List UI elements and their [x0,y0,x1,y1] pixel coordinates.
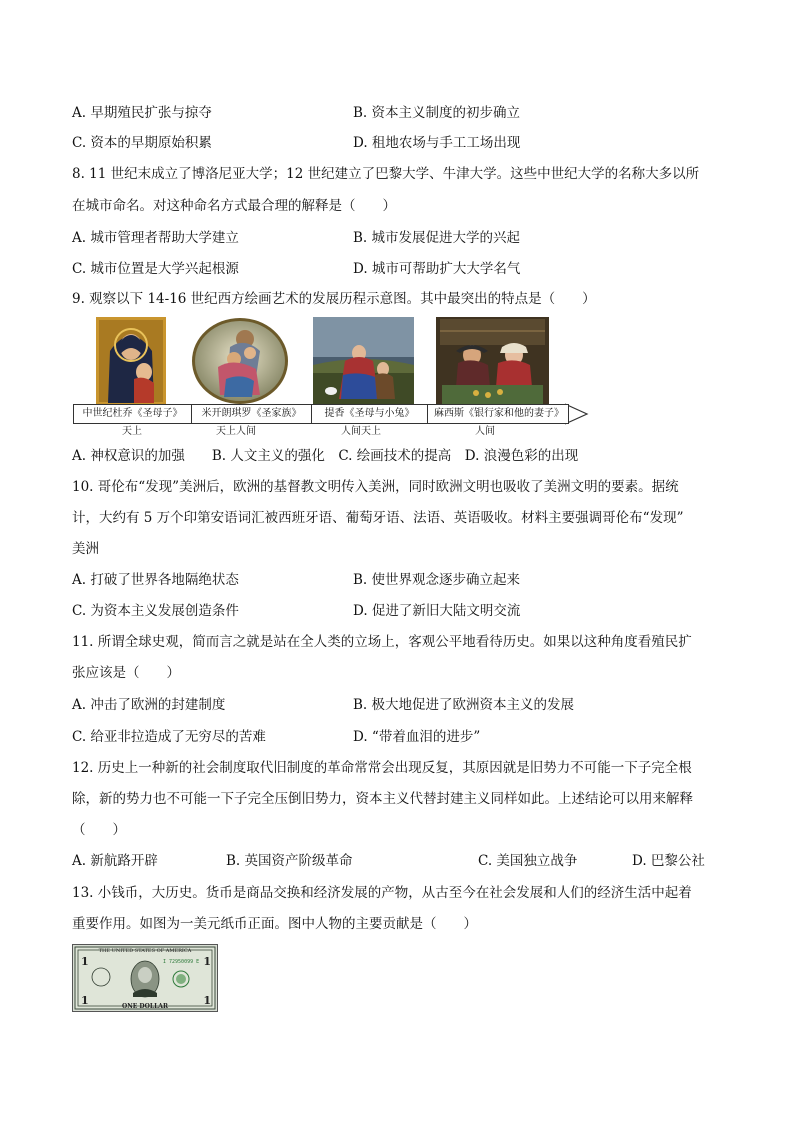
q7-option-c: C. 资本的早期原始积累 [72,135,212,151]
q11-stem-line1: 11. 所谓全球史观，简而言之就是站在全人类的立场上，客观公平地看待历史。如果以这种角度看殖民扩 [72,634,692,650]
bill-bottom-text: ONE DOLLAR [122,1003,168,1010]
bill-corner-digit-tl: 1 [81,955,89,968]
timeline-sub-massys: 人间 [475,426,495,437]
timeline-label-michelangelo: 米开朗琪罗《圣家族》 [192,405,312,423]
bill-corner-digit-br: 1 [203,994,211,1007]
timeline-label-titian: 提香《圣母与小兔》 [312,405,428,423]
timeline-sub-duccio: 天上 [122,426,142,437]
q10-stem-line1: 10. 哥伦布“发现”美洲后，欧洲的基督教文明传入美洲，同时欧洲文明也吸收了美洲文明的要素。据统 [72,479,679,495]
bill-top-text: THE UNITED STATES OF AMERICA [98,948,192,954]
q12-stem-line3: （ ） [72,822,126,838]
q13-stem-line2: 重要作用。如图为一美元纸币正面。图中人物的主要贡献是（ ） [72,916,477,932]
q12-option-d: D. 巴黎公社 [632,853,705,869]
q8-option-c: C. 城市位置是大学兴起根源 [72,261,239,277]
duccio-madonna-painting [96,317,166,405]
q9-options: A. 神权意识的加强 B. 人文主义的强化 C. 绘画技术的提高 D. 浪漫色彩的出现 [72,448,579,464]
q10-stem-line2: 计，大约有 5 万个印第安语词汇被西班牙语、葡萄牙语、法语、英语吸收。材料主要强调哥伦布“发现” [72,510,684,526]
timeline-sub-titian: 人间天上 [341,426,381,437]
q9-stem: 9. 观察以下 14-16 世纪西方绘画艺术的发展历程示意图。其中最突出的特点是（ ） [72,291,596,307]
q11-option-a: A. 冲击了欧洲的封建制度 [72,697,226,713]
q12-stem-line1: 12. 历史上一种新的社会制度取代旧制度的革命常常会出现反复，其原因就是旧势力不可能一下子完全根 [72,760,692,776]
doni-tondo-painting [190,317,290,405]
q8-stem-line2: 在城市命名。对这种命名方式最合理的解释是（ ） [72,198,396,214]
q8-option-b: B. 城市发展促进大学的兴起 [353,230,521,246]
q12-option-c: C. 美国独立战争 [478,853,578,869]
q8-stem-line1: 8. 11 世纪末成立了博洛尼亚大学；12 世纪建立了巴黎大学、牛津大学。这些中世纪大学的名称大多以所 [72,166,700,182]
q10-option-b: B. 使世界观念逐步确立起来 [353,572,521,588]
q11-option-b: B. 极大地促进了欧洲资本主义的发展 [353,697,575,713]
q13-stem-line1: 13. 小钱币，大历史。货币是商品交换和经济发展的产物，从古至今在社会发展和人们的经济生活中起着 [72,885,692,901]
q7-option-b: B. 资本主义制度的初步确立 [353,105,521,121]
timeline-label-massys: 麻西斯《银行家和他的妻子》 [434,408,564,419]
q11-stem-line2: 张应该是（ ） [72,665,180,681]
q7-option-d: D. 租地农场与手工工场出现 [353,135,521,151]
bill-corner-digit-tr: 1 [203,955,211,968]
q10-option-c: C. 为资本主义发展创造条件 [72,603,239,619]
timeline-label-duccio: 中世纪杜乔《圣母子》 [74,405,192,423]
painting-timeline [73,404,569,424]
q11-option-d: D. “带着血泪的进步” [353,729,481,745]
bill-corner-digit-bl: 1 [81,994,89,1007]
q8-option-d: D. 城市可帮助扩大大学名气 [353,261,521,277]
timeline-sub-michelangelo: 天上人间 [216,426,256,437]
q12-option-b: B. 英国资产阶级革命 [226,853,353,869]
titian-madonna-rabbit-painting [313,317,414,405]
q11-option-c: C. 给亚非拉造成了无穷尽的苦难 [72,729,266,745]
q10-option-d: D. 促进了新旧大陆文明交流 [353,603,521,619]
q7-option-a: A. 早期殖民扩张与掠夺 [72,105,212,121]
one-dollar-bill-image [72,944,218,1012]
massys-moneylender-painting [436,317,549,405]
q10-stem-line3: 美洲 [72,541,99,557]
q8-option-a: A. 城市管理者帮助大学建立 [72,230,239,246]
bill-serial-number: I 72950099 E [163,959,200,965]
q12-option-a: A. 新航路开辟 [72,853,158,869]
q10-option-a: A. 打破了世界各地隔绝状态 [72,572,239,588]
q12-stem-line2: 除，新的势力也不可能一下子完全压倒旧势力，资本主义代替封建主义同样如此。上述结论可以用来解释 [72,791,693,807]
